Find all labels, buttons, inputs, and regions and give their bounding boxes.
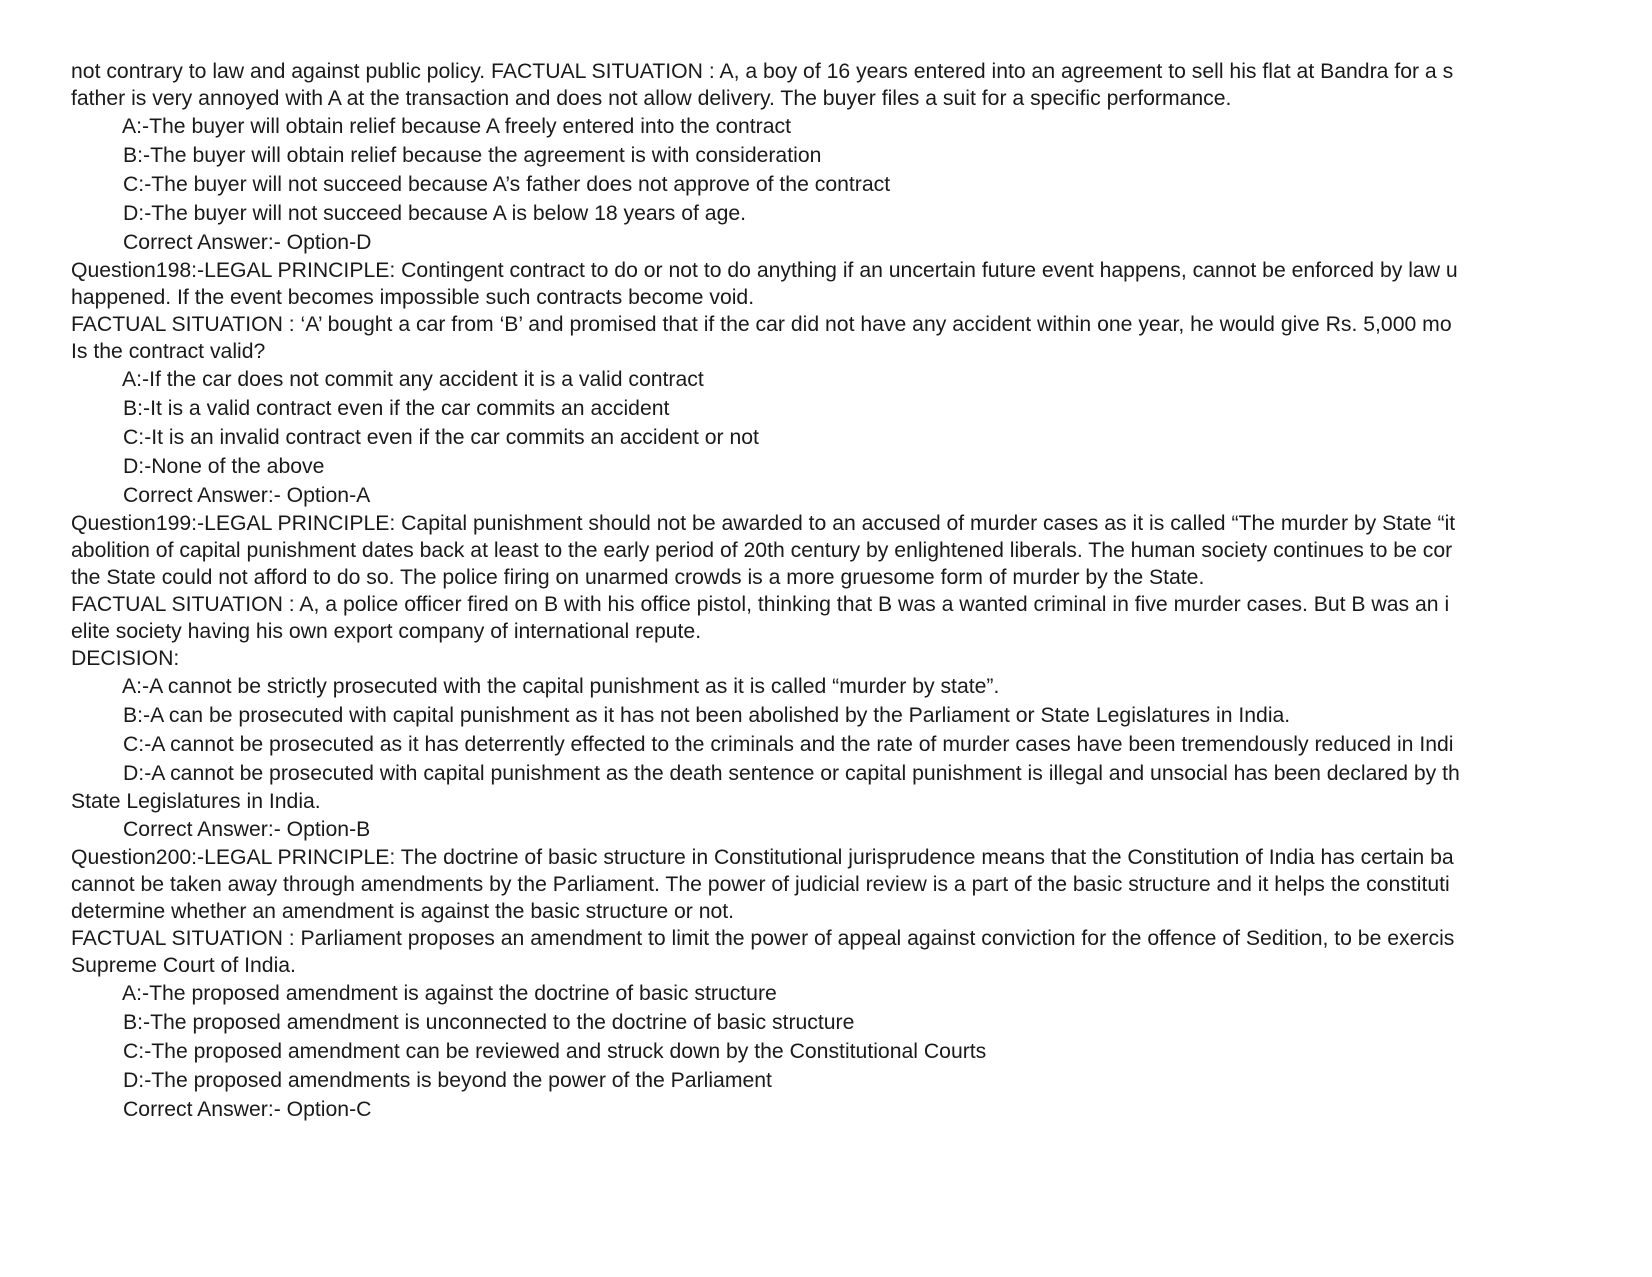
- question-document: [71, 58, 1601, 1124]
- question-197-option-a: A:-The buyer will obtain relief because A freely entered into the contract: [122, 115, 791, 138]
- question-200-fact-line: Supreme Court of India.: [71, 954, 296, 977]
- question-198-correct-answer: Correct Answer:- Option-A: [123, 484, 371, 507]
- question-200-option-d: D:-The proposed amendments is beyond the power of the Parliament: [123, 1069, 772, 1092]
- question-198-option-a: A:-If the car does not commit any accident it is a valid contract: [122, 368, 704, 391]
- question-199-option-b: B:-A can be prosecuted with capital punishment as it has not been abolished by the Parliament or State Legislatures in India.: [123, 704, 1291, 727]
- question-198: [71, 257, 1601, 510]
- question-200: [71, 844, 1601, 1124]
- question-198-fact-line: Is the contract valid?: [71, 340, 266, 363]
- question-198-principle-line: happened. If the event becomes impossible such contracts become void.: [71, 286, 755, 309]
- question-199-option-d-continuation: State Legislatures in India.: [71, 790, 321, 813]
- question-200-option-a: A:-The proposed amendment is against the doctrine of basic structure: [122, 982, 777, 1005]
- question-200-principle-line: cannot be taken away through amendments by the Parliament. The power of judicial review is a part of the basic structure and it helps the constituti: [71, 873, 1450, 896]
- question-197-principle-tail: not contrary to law and against public policy. FACTUAL SITUATION : A, a boy of 16 years entered into an agreement to sell his flat at Bandra for a s: [71, 60, 1454, 83]
- question-198-option-b: B:-It is a valid contract even if the car commits an accident: [123, 397, 670, 420]
- question-197-fact-tail: father is very annoyed with A at the transaction and does not allow delivery. The buyer files a suit for a specific performance.: [71, 87, 1232, 110]
- question-200-principle-line: determine whether an amendment is against the basic structure or not.: [71, 900, 735, 923]
- question-199: [71, 510, 1601, 844]
- question-199-option-a: A:-A cannot be strictly prosecuted with the capital punishment as it is called “murder by state”.: [122, 675, 1000, 698]
- question-198-principle-line: Question198:-LEGAL PRINCIPLE: Contingent contract to do or not to do anything if an uncertain future event happens, cannot be enforced by law u: [71, 259, 1458, 282]
- question-197-correct-answer: Correct Answer:- Option-D: [123, 231, 372, 254]
- question-199-principle-line: abolition of capital punishment dates back at least to the early period of 20th century by enlightened liberals. The human society continues to be cor: [71, 539, 1453, 562]
- question-199-option-c: C:-A cannot be prosecuted as it has deterrently effected to the criminals and the rate of murder cases have been tremendously reduced in Indi: [123, 733, 1454, 756]
- question-197-option-c: C:-The buyer will not succeed because A’s father does not approve of the contract: [123, 173, 891, 196]
- question-197: [71, 58, 1601, 257]
- question-200-option-c: C:-The proposed amendment can be reviewed and struck down by the Constitutional Courts: [123, 1040, 987, 1063]
- question-199-fact-line: elite society having his own export company of international repute.: [71, 620, 702, 643]
- question-199-correct-answer: Correct Answer:- Option-B: [123, 818, 371, 841]
- question-199-principle-line: the State could not afford to do so. The police firing on unarmed crowds is a more gruesome form of murder by the State.: [71, 566, 1205, 589]
- question-200-option-b: B:-The proposed amendment is unconnected to the doctrine of basic structure: [123, 1011, 855, 1034]
- question-200-fact-line: FACTUAL SITUATION : Parliament proposes an amendment to limit the power of appeal against conviction for the offence of Sedition, to be exercis: [71, 927, 1455, 950]
- question-200-principle-line: Question200:-LEGAL PRINCIPLE: The doctrine of basic structure in Constitutional jurisprudence means that the Constitution of India has certain ba: [71, 846, 1454, 869]
- question-197-option-d: D:-The buyer will not succeed because A is below 18 years of age.: [123, 202, 747, 225]
- question-199-decision-label: DECISION:: [71, 647, 180, 670]
- question-200-correct-answer: Correct Answer:- Option-C: [123, 1098, 372, 1121]
- question-197-option-b: B:-The buyer will obtain relief because the agreement is with consideration: [123, 144, 822, 167]
- question-199-fact-line: FACTUAL SITUATION : A, a police officer fired on B with his office pistol, thinking that B was a wanted criminal in five murder cases. But B was an i: [71, 593, 1450, 616]
- question-199-option-d: D:-A cannot be prosecuted with capital punishment as the death sentence or capital punishment is illegal and unsocial has been declared by th: [123, 762, 1460, 785]
- question-198-fact-line: FACTUAL SITUATION : ‘A’ bought a car from ‘B’ and promised that if the car did not have any accident within one year, he would give Rs. 5,000 mo: [71, 313, 1452, 336]
- question-198-option-d: D:-None of the above: [123, 455, 325, 478]
- question-199-principle-line: Question199:-LEGAL PRINCIPLE: Capital punishment should not be awarded to an accused of murder cases as it is called “The murder by State “it: [71, 512, 1456, 535]
- question-198-option-c: C:-It is an invalid contract even if the car commits an accident or not: [123, 426, 759, 449]
